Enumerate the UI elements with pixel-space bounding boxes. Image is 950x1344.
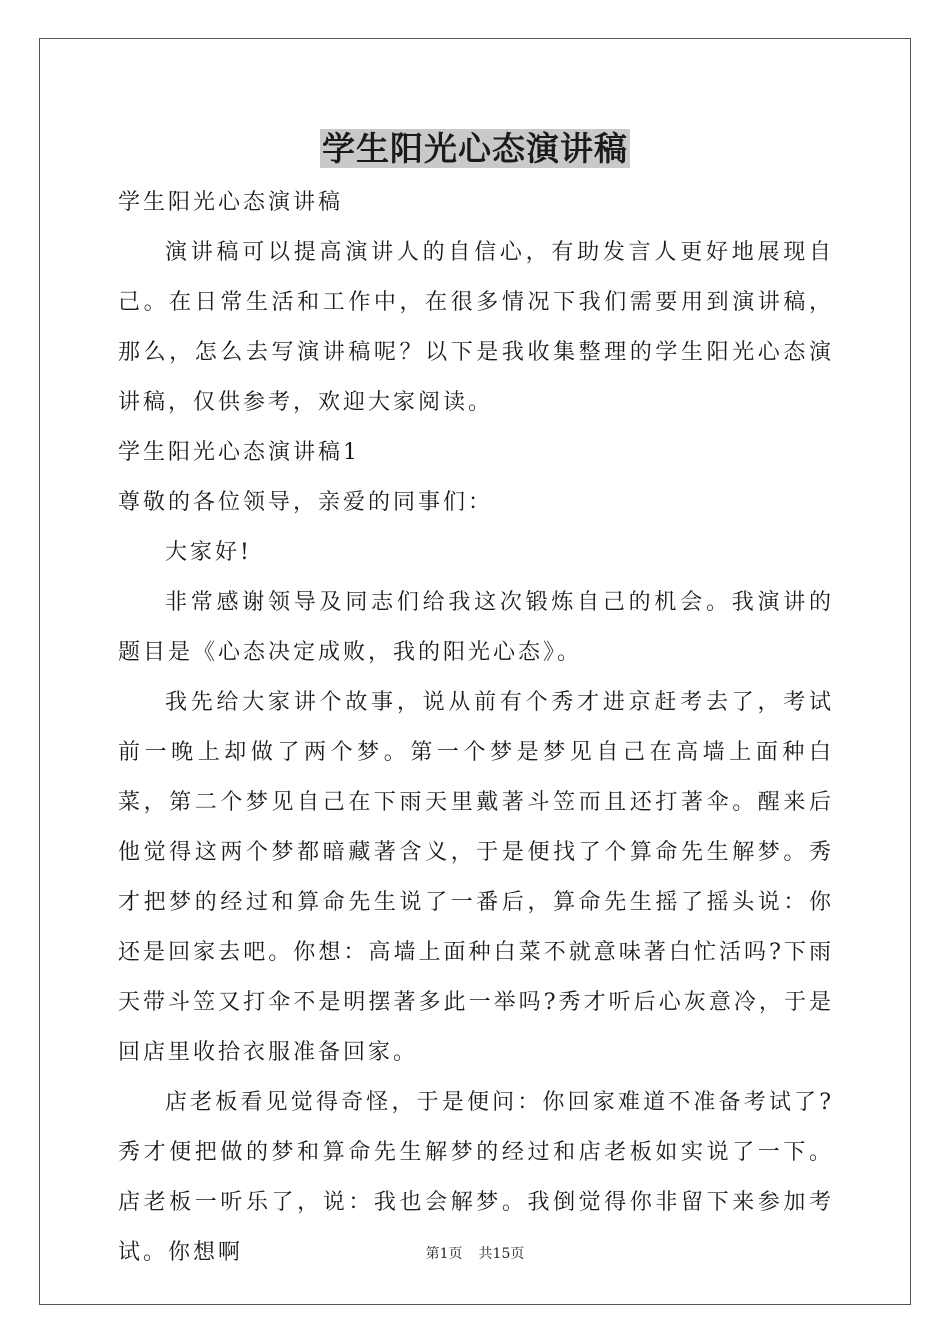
page-number: 第1页	[425, 1246, 463, 1262]
page-footer	[0, 1244, 950, 1264]
body-paragraph: 学生阳光心态演讲稿1	[118, 440, 360, 465]
body-paragraph: 店老板看见觉得奇怪，于是便问：你回家难道不准备考试了?秀才便把做的梦和算命先生解梦的经过和店老板如实说了一下。店老板一听乐了，说：我也会解梦。我倒觉得你非留下来参加考试。你想啊	[118, 1090, 834, 1265]
body-paragraph: 我先给大家讲个故事，说从前有个秀才进京赶考去了，考试前一晚上却做了两个梦。第一个梦是梦见自己在高墙上面种白菜，第二个梦见自己在下雨天里戴著斗笠而且还打著伞。醒来后他觉得这两个梦都暗藏著含义，于是便找了个算命先生解梦。秀才把梦的经过和算命先生说了一番后，算命先生摇了摇头说：你还是回家去吧。你想：高墙上面种白菜不就意味著白忙活吗?下雨天带斗笠又打伞不是明摆著多此一举吗?秀才听后心灰意冷，于是回店里收拾衣服准备回家。	[118, 690, 834, 1065]
document-body	[118, 178, 834, 1278]
body-paragraph: 演讲稿可以提高演讲人的自信心，有助发言人更好地展现自己。在日常生活和工作中，在很多情况下我们需要用到演讲稿，那么，怎么去写演讲稿呢？以下是我收集整理的学生阳光心态演讲稿，仅供参考，欢迎大家阅读。	[118, 240, 834, 415]
document-title	[0, 127, 950, 171]
document-title-text: 学生阳光心态演讲稿	[322, 129, 628, 168]
body-paragraph: 非常感谢领导及同志们给我这次锻炼自己的机会。我演讲的题目是《心态决定成败，我的阳光心态》。	[118, 590, 834, 665]
page-total: 共15页	[478, 1246, 525, 1262]
body-paragraph: 尊敬的各位领导，亲爱的同事们：	[118, 490, 494, 515]
body-paragraph: 学生阳光心态演讲稿	[118, 190, 344, 215]
body-paragraph: 大家好!	[165, 540, 252, 565]
